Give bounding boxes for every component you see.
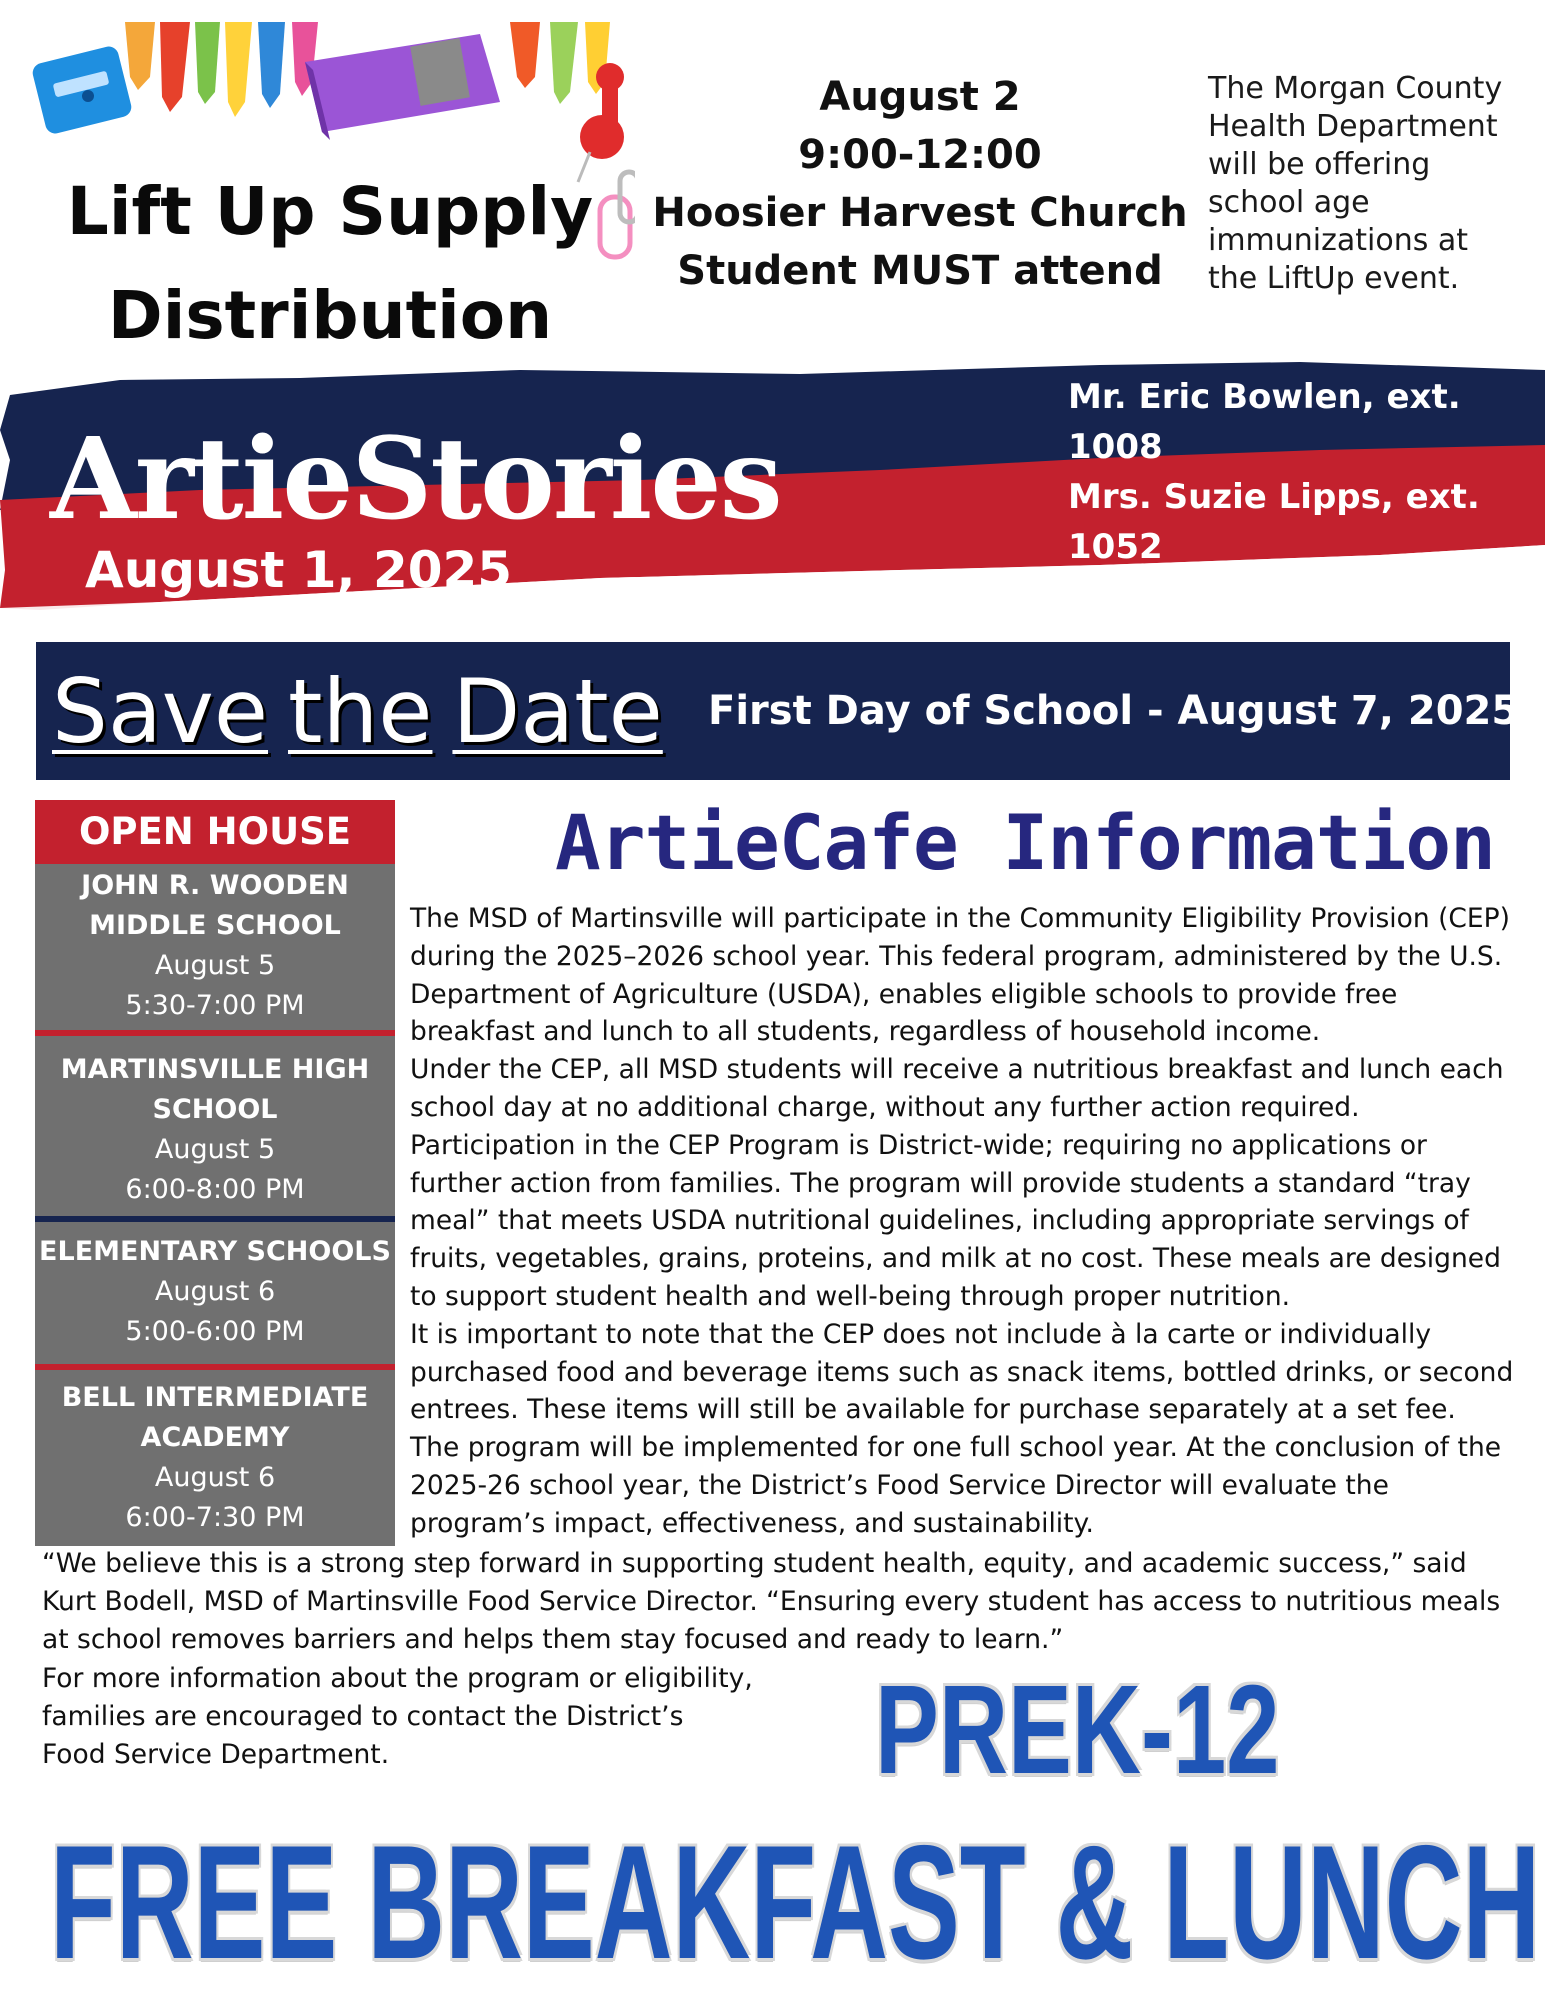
cafe-heading: ArtieCafe Information xyxy=(555,798,1495,887)
health-note-line: will be offering xyxy=(1208,147,1431,182)
school-name: MARTINSVILLE HIGH xyxy=(60,1054,370,1085)
open-house-school xyxy=(35,1222,395,1364)
newsletter-title: ArtieStories xyxy=(50,414,781,545)
school-name: JOHN R. WOODEN xyxy=(81,870,349,901)
school-time: 6:00-7:30 PM xyxy=(125,1502,305,1533)
health-note-line: The Morgan County xyxy=(1208,71,1503,106)
school-date: August 5 xyxy=(154,950,276,981)
liftup-title xyxy=(30,160,630,368)
contact-info xyxy=(1068,372,1545,572)
event-note: Student MUST attend xyxy=(677,248,1163,294)
health-note-line: immunizations at xyxy=(1208,223,1469,258)
contact-note xyxy=(42,1660,782,1773)
cafe-article xyxy=(410,900,1520,1543)
quote-paragraph: “We believe this is a strong step forward in supporting student health, equity, and academic success,” said Kurt Bodell, MSD of Martinsville Food Service Director. “Ensuring every student has access to nutritious meals at school removes barriers and helps them stay focused and ready to learn.” xyxy=(42,1548,1501,1655)
health-note-line: Health Department xyxy=(1208,109,1498,144)
promo-free-meals: FREE BREAKFAST & LUNCH xyxy=(50,1812,1541,1993)
school-time: 6:00-8:00 PM xyxy=(125,1174,305,1205)
health-note-line: the LiftUp event. xyxy=(1208,261,1460,296)
event-location: Hoosier Harvest Church xyxy=(652,190,1188,236)
director-quote xyxy=(42,1545,1522,1658)
school-name: MIDDLE SCHOOL xyxy=(89,910,341,941)
school-date: August 6 xyxy=(154,1276,276,1307)
article-paragraph: Under the CEP, all MSD students will receive a nutritious breakfast and lunch each school day at no additional charge, without any further action required. Participation in the CEP Program is District-wide; requiring no applications or further action from families. The program will provide students a standard “tray meal” that meets USDA nutritional guidelines, including appropriate servings of fruits, vegetables, grains, proteins, and milk at no cost. These meals are designed to support student health and well-being through proper nutrition. xyxy=(410,1054,1504,1312)
school-date: August 5 xyxy=(154,1134,276,1165)
liftup-title-line1: Lift Up Supply xyxy=(66,173,594,250)
first-day-of-school: First Day of School - August 7, 2025 xyxy=(708,688,1520,734)
contact-note-line: For more information about the program or eligibility, xyxy=(42,1663,753,1694)
contact-line: Mr. Eric Bowlen, ext. 1008 xyxy=(1068,377,1461,467)
save-word: Date xyxy=(452,660,663,763)
eraser-icon xyxy=(305,34,500,140)
article-paragraph: The MSD of Martinsville will participate in the Community Eligibility Provision (CEP) during the 2025–2026 school year. This federal program, administered by the U.S. Department of Agriculture (USDA), enables eligible schools to provide free breakfast and lunch to all students, regardless of household income. xyxy=(410,903,1510,1048)
health-department-note xyxy=(1208,70,1528,298)
save-the-date-title xyxy=(52,662,663,762)
open-house-school xyxy=(35,1370,395,1546)
article-paragraph: The program will be implemented for one full school year. At the conclusion of the 2025-26 school year, the District’s Food Service Director will evaluate the program’s impact, effectiveness, and sustainability. xyxy=(410,1432,1502,1539)
save-word: Save xyxy=(52,660,269,763)
issue-date: August 1, 2025 xyxy=(85,541,513,599)
school-date: August 6 xyxy=(154,1462,276,1493)
contact-note-line: Food Service Department. xyxy=(42,1738,390,1770)
pencil-sharpener-icon xyxy=(31,44,134,135)
school-name: SCHOOL xyxy=(152,1094,278,1125)
open-house-school xyxy=(35,864,395,1030)
open-house-school xyxy=(35,1036,395,1216)
school-name: ELEMENTARY SCHOOLS xyxy=(39,1236,391,1267)
liftup-event-details xyxy=(650,68,1190,300)
school-time: 5:00-6:00 PM xyxy=(125,1316,305,1347)
save-word: the xyxy=(288,660,433,763)
school-name: ACADEMY xyxy=(140,1422,290,1453)
contact-note-line: families are encouraged to contact the District’s xyxy=(42,1700,684,1732)
promo-grade-range: PREK-12 xyxy=(875,1659,1280,1800)
open-house-header: OPEN HOUSE xyxy=(35,800,395,864)
health-note-line: school age xyxy=(1208,185,1370,220)
article-paragraph: It is important to note that the CEP does not include à la carte or individually purchased food and beverage items such as snack items, bottled drinks, or second entrees. These items will still be available for purchase separately at a set fee. xyxy=(410,1318,1514,1426)
event-date: August 2 xyxy=(819,74,1021,120)
contact-line: Mrs. Suzie Lipps, ext. 1052 xyxy=(1068,477,1480,567)
school-name: BELL INTERMEDIATE xyxy=(61,1382,369,1413)
liftup-title-line2: Distribution xyxy=(107,277,553,354)
school-time: 5:30-7:00 PM xyxy=(125,990,305,1021)
event-time: 9:00-12:00 xyxy=(798,132,1042,178)
